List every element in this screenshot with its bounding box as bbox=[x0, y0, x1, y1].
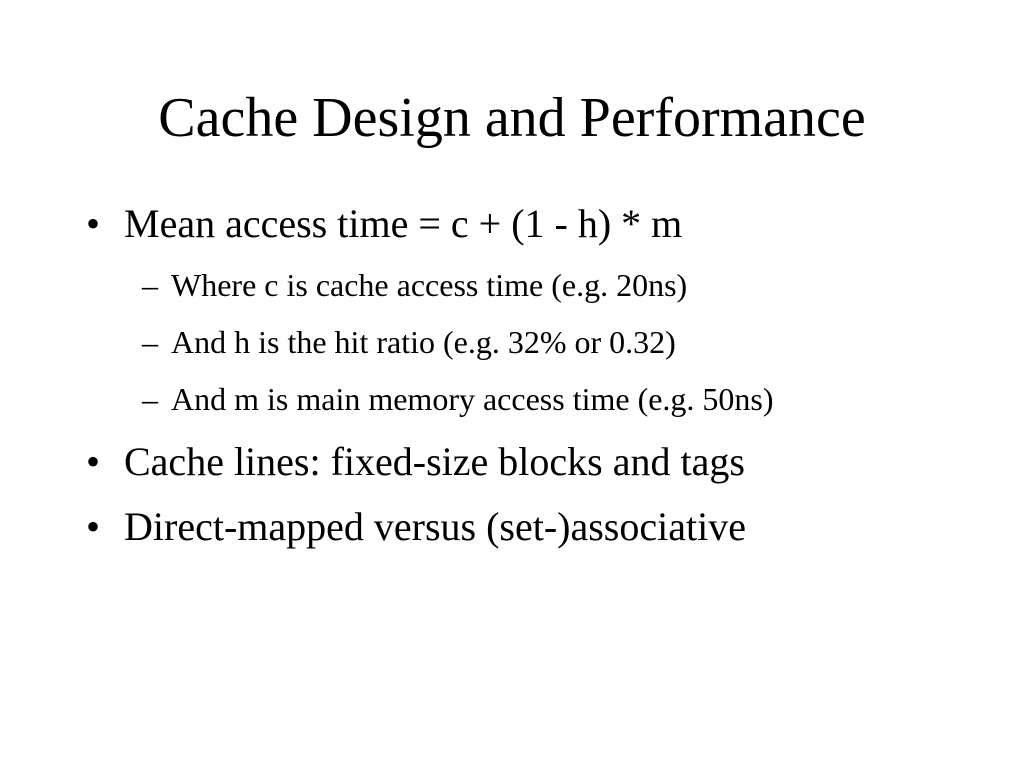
bullet-marker: • bbox=[86, 201, 101, 246]
bullet-text: Cache lines: fixed-size blocks and tags bbox=[124, 439, 745, 484]
dash-marker: – bbox=[142, 267, 158, 303]
subbullet-text: And m is main memory access time (e.g. 50ns) bbox=[171, 381, 774, 417]
bullet-marker: • bbox=[86, 439, 101, 484]
bullet-text: Mean access time = c + (1 - h) * m bbox=[124, 201, 683, 246]
slide-title: Cache Design and Performance bbox=[158, 87, 866, 149]
bullet-marker: • bbox=[86, 504, 101, 549]
dash-marker: – bbox=[142, 324, 158, 360]
subbullet-text: And h is the hit ratio (e.g. 32% or 0.32) bbox=[171, 324, 676, 360]
dash-marker: – bbox=[142, 381, 158, 417]
bullet-text: Direct-mapped versus (set-)associative bbox=[124, 504, 746, 549]
subbullet-text: Where c is cache access time (e.g. 20ns) bbox=[171, 267, 688, 303]
